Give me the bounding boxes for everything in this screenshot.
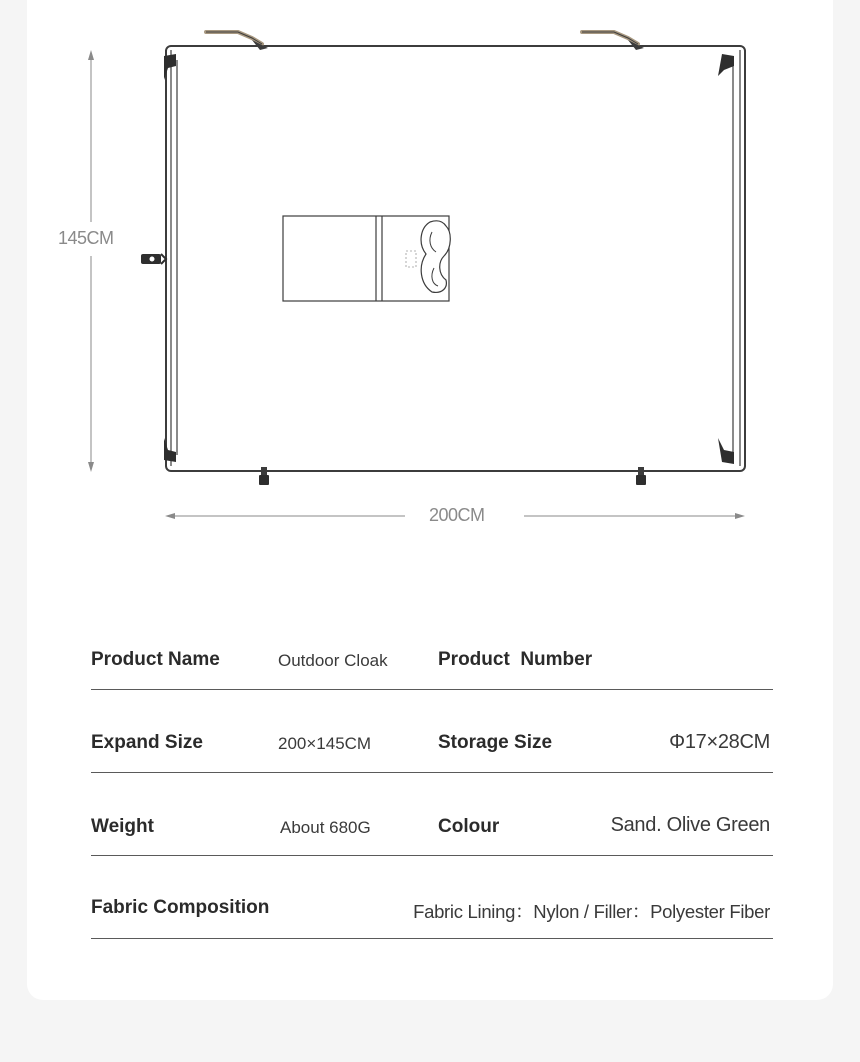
weight-value: About 680G [280,818,371,837]
blanket-outline [166,46,745,471]
colour-value: Sand. Olive Green [610,814,770,836]
product-name-label: Product Name [91,649,220,670]
width-label: 200CM [429,505,485,525]
weight-label: Weight [91,816,154,837]
product-number-label: Product Number [438,649,593,670]
product-name-value: Outdoor Cloak [278,651,388,670]
fabric-composition-value: Fabric Lining：Nylon / Filler：Polyester Fiber [413,901,770,922]
expand-size-label: Expand Size [91,732,203,753]
spec-row-weight [91,773,773,856]
expand-size-value: 200×145CM [278,734,372,753]
center-pocket [283,216,450,301]
storage-size-value: Φ17×28CM [669,731,770,753]
height-label: 145CM [58,228,114,248]
spec-row-fabric [91,856,773,939]
spec-row-product [91,620,773,690]
side-buckle [141,254,166,264]
storage-size-label: Storage Size [438,732,553,753]
spec-row-size [91,690,773,773]
colour-label: Colour [438,816,500,837]
spec-table [91,620,773,939]
height-dimension-line [88,50,94,472]
fabric-composition-label: Fabric Composition [91,897,270,918]
